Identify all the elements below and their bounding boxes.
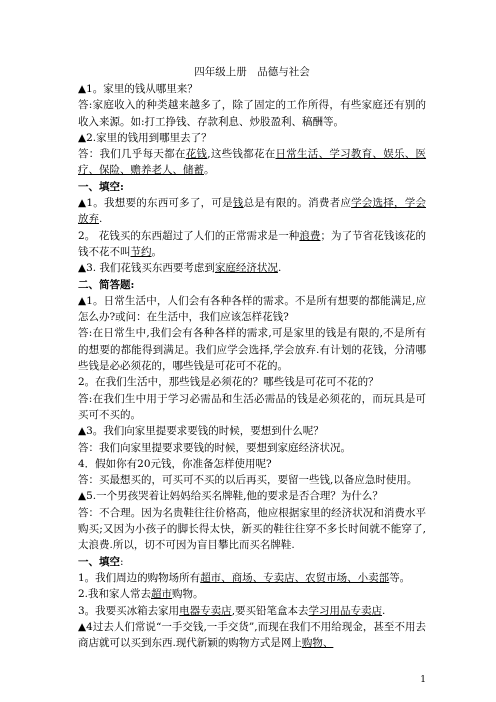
section-heading: 一、填空: <box>78 180 124 193</box>
paragraph <box>78 554 426 570</box>
text-run: 3。我要买冰箱去家用 <box>78 604 180 617</box>
paragraph <box>78 505 426 554</box>
underlined-answer: 花钱 <box>185 148 208 161</box>
underlined-answer: 节约 <box>130 245 152 258</box>
text-run: 2。在我们生活中，那些钱是必须花的？哪些钱是可花可不花的？ <box>78 376 379 389</box>
page-number: 1 <box>420 675 426 685</box>
text-run: 。 <box>151 245 162 258</box>
text-run: 2。 花钱买的东西超过了人们的正常需求是一种 <box>78 229 300 242</box>
text-run: 1。我们周边的购物场所有 <box>78 571 201 584</box>
paragraph <box>78 81 426 97</box>
text-run: ▲3. 我们花钱买东西要考虑到 <box>78 262 215 275</box>
text-run: 。 <box>204 164 215 177</box>
paragraph <box>78 440 426 456</box>
underlined-answer: 学习用品专卖店 <box>308 604 383 617</box>
text-run: ▲2.家里的钱用到哪里去了？ <box>78 131 212 144</box>
document-body <box>78 81 426 651</box>
paragraph <box>78 97 426 130</box>
paragraph <box>78 260 426 276</box>
underlined-answer: 学会选择，学会放弃 <box>78 197 427 226</box>
text-run: 答:在我们生中用于学习必需品和生活必需品的钱是必须花的，而玩具是可买可不买的。 <box>78 392 426 421</box>
paragraph <box>78 277 426 293</box>
text-run: ▲1。家里的钱从哪里来？ <box>78 83 198 95</box>
paragraph <box>78 325 426 374</box>
paragraph <box>78 586 426 602</box>
text-run: . <box>99 213 103 226</box>
underlined-answer: 电器专卖店 <box>179 604 232 617</box>
text-run: 答:家庭收入的种类越来越多了，除了固定的工作所得，有些家庭还有别的收入来源。如:打工挣钱、存款利息、炒股盈利、稿酬等。 <box>78 99 426 128</box>
paragraph <box>78 423 426 439</box>
section-heading: 二、简答题: <box>78 278 135 291</box>
text-run: 答：我们几乎每天都在 <box>78 148 186 161</box>
paragraph <box>78 130 426 146</box>
text-run: 购物。 <box>172 588 204 601</box>
text-run: 等。 <box>389 571 411 584</box>
underlined-answer: 钱 <box>232 197 244 210</box>
text-run: 答：不合理。因为名贵鞋往往价格高，他应根据家里的经济状况和消费水平购买;又因为小孩子的脚长得太快，新买的鞋往往穿不多长时间就不能穿了,太浪费.所以，切不可因为盲目攀比而买名牌鞋. <box>78 506 426 552</box>
paragraph <box>78 195 426 228</box>
text-run: 答：买最想买的，可买可不买的以后再买，要留一些钱,以备应急时使用。 <box>78 474 418 487</box>
underlined-answer: 购物、 <box>301 637 334 650</box>
section-heading: 一、填空 <box>78 555 120 568</box>
paragraph <box>78 179 426 195</box>
text-run: 答：我们向家里提要求要钱的时候，要想到家庭经济状况。 <box>78 441 351 454</box>
text-run: 答:在日常生中,我们会有各种各样的需求,可是家里的钱是有限的,不是所有的想要的都能得到满足。我们应学会选择,学会放弃.有计划的花钱，分清哪些钱是必必须花的，哪些钱是可花可不花的。 <box>78 327 426 373</box>
text-run: : <box>120 555 124 568</box>
underlined-answer: 家庭经济状况 <box>214 262 278 275</box>
paragraph <box>78 374 426 390</box>
text-run: ▲4过去人们常说“一手交钱,一手交货”,而现在我们不用给现金，甚至不用去商店就可以买到东西.现代新颖的购物方式是网上 <box>78 620 426 650</box>
underlined-answer: 浪费 <box>299 229 321 242</box>
underlined-answer: 超市 <box>151 588 173 601</box>
text-run: ▲3。我们向家里提要求要钱的时候，要想到什么呢？ <box>78 425 324 438</box>
paragraph <box>78 488 426 504</box>
text-run: ,要买铅笔盒本去 <box>231 604 309 617</box>
text-run: . <box>382 604 386 617</box>
underlined-answer: 日常生活、学习教育、娱乐、医疗、保险、赡养老人、储蓄 <box>78 148 427 177</box>
text-run: 4．假如你有20元钱，你准备怎样使用呢? <box>78 457 272 470</box>
text-run: ；为了节省花钱该花的钱不花不叫 <box>78 229 427 258</box>
text-run: . <box>277 262 282 275</box>
paragraph <box>78 619 426 652</box>
text-run: 2.我和家人常去 <box>78 588 152 601</box>
paragraph <box>78 146 426 179</box>
text-run: ▲1。我想要的东西可多了，可是 <box>78 197 233 210</box>
paragraph <box>78 603 426 619</box>
text-run: 总是有限的。消费者应 <box>243 197 352 210</box>
page-title: 四年级上册 品德与社会 <box>194 66 310 78</box>
paragraph <box>78 570 426 586</box>
paragraph <box>78 472 426 488</box>
text-run: ▲1。日常生活中，人们会有各种各样的需求。不是所有想要的都能满足,应怎么办?或问：在生活中，我们应该怎样花钱? <box>78 294 426 324</box>
paragraph <box>78 391 426 424</box>
paragraph <box>78 228 426 261</box>
paragraph <box>78 456 426 472</box>
text-run: ▲5.一个男孩哭着让妈妈给买名牌鞋,他的要求是否合理？为什么？ <box>78 490 383 503</box>
text-run: ,这些钱都花在 <box>207 148 276 161</box>
paragraph <box>78 293 426 326</box>
underlined-answer: 超市、商场、专卖店、农贸市场、小卖部 <box>200 571 390 584</box>
